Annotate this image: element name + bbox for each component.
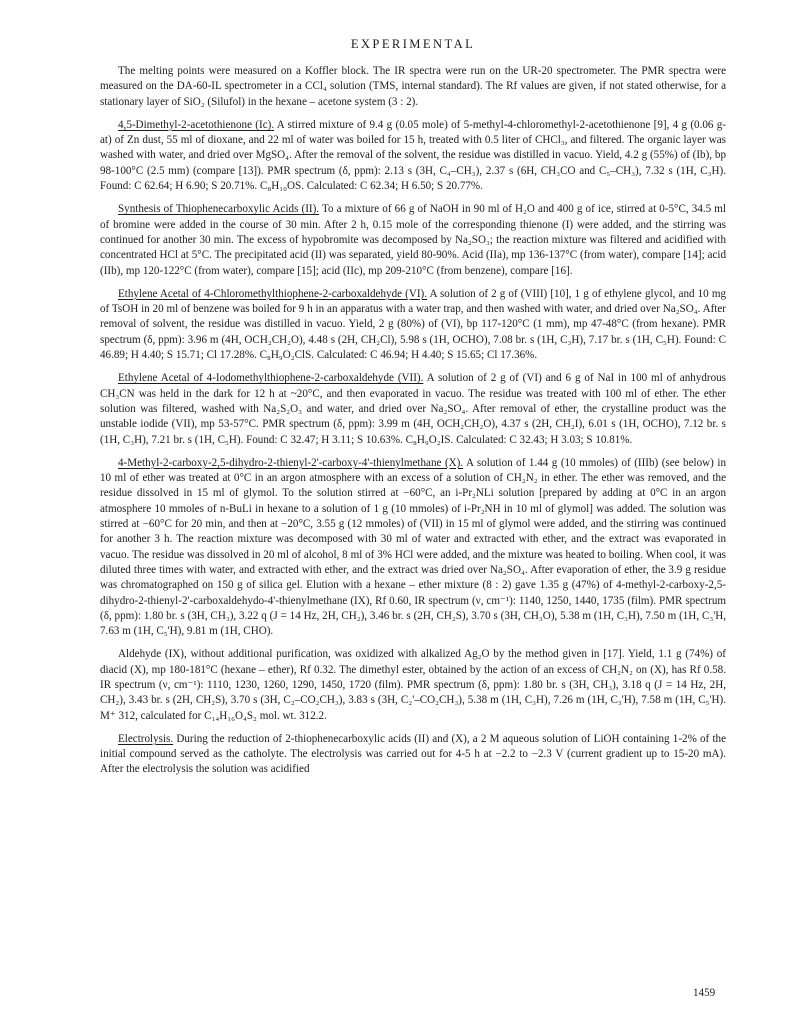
- paragraph-text: A solution of 2 g of (VIII) [10], 1 g of ethylene glycol, and 10 mg of TsOH in 20 ml of benzene was boiled for 9 h in an apparatus with a water trap, and then washed with water, and dried over Na₂SO₄. After removal of solvent, the residue was distilled in vacuo. Yield, 2 g (80%) of (VI), bp 117-120°C (1 mm), mp 47-48°C (from hexane). PMR spectrum (δ, ppm): 3.96 m (4H, OCH₂CH₂O), 4.48 s (2H, CH₂Cl), 5.98 s (1H, OCHO), 7.08 br. s (1H, C₃H), 7.17 br. s (1H, C₅H). Found: C 46.89; H 4.40; S 15.71; Cl 17.28%. C₈H₉O₂ClS. Calculated: C 46.94; H 4.40; S 15.65; Cl 17.36%.: [100, 287, 726, 362]
- paragraph-thiophenecarboxylic-acids: [100, 202, 726, 278]
- section-heading: EXPERIMENTAL: [350, 37, 476, 51]
- paragraph-text: A solution of 1.44 g (10 mmoles) of (IIIb) (see below) in 10 ml of ether was treated at 0°C in an argon atmosphere with an excess of a solution of CH₂N₂ in ether. The ether was removed, and the residue dissolved in 15 ml of glymol. To the solution stirred at −60°C, an i-Pr₂NLi solution [prepared by adding at 0°C in an argon atmosphere 10 mmoles of n-BuLi in hexane to a solution of 1 g (10 mmoles) of i-Pr₂NH in 10 ml of glymol] was added. The solution was stirred at −60°C for 20 min, and then at −20°C, 3.55 g (12 mmoles) of (VII) in 15 ml of glymol were added, and the stirring was continued for another 3 h. The reaction mixture was decomposed with 30 ml of water and extracted with ether, and the extract was evaporated in vacuo. The residue was dissolved in 20 ml of alcohol, 8 ml of 3% HCl were added, and the mixture was heated to boiling. When cool, it was diluted three times with water, and extracted with ether, and the extract was dried over Na₂SO₄. After evaporation of ether, the 3.9 g residue was chromatographed on 150 g of silica gel. Elution with a hexane – ether mixture (8 : 2) gave 1.35 g (47%) of 4-methyl-2-carboxy-2,5-dihydro-2-thienyl-2'-carboxaldehydo-4'-thienylmethane (IX), Rf 0.60, IR spectrum (ν, cm⁻¹): 1140, 1250, 1440, 1735 (film). PMR spectrum (δ, ppm): 1.80 br. s (3H, CH₃), 3.22 q (J = 14 Hz, 2H, CH₂), 3.46 br. s (2H, CH₂S), 3.70 s (3H, CH₃O), 5.38 m (1H, C₃H), 7.50 m (1H, C₃'H, 7.63 m (1H, C₅'H), 9.81 m (1H, CHO).: [100, 456, 726, 638]
- paragraph-text: Aldehyde (IX), without additional purification, was oxidized with alkalized Ag₂O by the method given in [17]. Yield, 1.1 g (74%) of diacid (X), mp 180-181°C (hexane – ether), Rf 0.32. The dimethyl ester, obtained by the action of an excess of CH₂N₂ on (X), has Rf 0.58. IR spectrum (ν, cm⁻¹): 1110, 1230, 1260, 1290, 1450, 1720 (film). PMR spectrum (δ, ppm): 1.80 br. s (3H, CH₃), 3.18 q (J = 14 Hz, 2H, CH₂), 3.43 br. s (2H, CH₂S), 3.70 s (3H, C₂–CO₂CH₃), 3.83 s (3H, C₂'–CO₂CH₃), 5.38 m (1H, C₃H), 7.26 m (1H, C₃'H), 7.58 m (1H, C₅'H). M⁺ 312, calculated for C₁₄H₁₆O₄S₂ mol. wt. 312.2.: [100, 648, 726, 722]
- paragraph-title: Ethylene Acetal of 4-Chloromethylthiophene-2-carboxaldehyde (VI).: [118, 287, 428, 300]
- paragraph-title: Synthesis of Thiophenecarboxylic Acids (II).: [118, 203, 320, 216]
- paragraph-text: To a mixture of 66 g of NaOH in 90 ml of H₂O and 400 g of ice, stirred at 0-5°C, 34.5 ml of bromine were added in the course of 30 min. After 2 h, 0.15 mole of the corresponding thienone (I) were added, and the stirring was continued for another 30 min. The excess of hypobromite was decomposed by Na₂SO₃; the reaction mixture was filtered and acidified with concentrated HCl at 5°C. The precipitated acid (II) was separated, yield 80-90%. Acid (IIa), mp 136-137°C (from water), compare [14]; acid (IIb), mp 120-122°C (from water), compare [15]; acid (IIc), mp 209-210°C (from benzene), compare [16].: [100, 203, 727, 277]
- paragraph-chloromethyl-acetal: [100, 287, 726, 363]
- paragraph-title: Electrolysis.: [118, 732, 174, 745]
- paragraph-title: Ethylene Acetal of 4-Iodomethylthiophene-2-carboxaldehyde (VII).: [118, 372, 424, 385]
- page-body: [100, 37, 726, 786]
- paragraph-title: 4-Methyl-2-carboxy-2,5-dihydro-2-thienyl-2'-carboxy-4'-thienylmethane (X).: [118, 456, 464, 469]
- paragraph-text: A solution of 2 g of (VI) and 6 g of NaI in 100 ml of anhydrous CH₃CN was held in the dark for 12 h at ~20°C, and then evaporated in vacuo. The residue was treated with 100 ml of ether. The ether solution was filtered, washed with Na₂S₂O₃ and water, and dried over Na₂SO₄. After removal of ether, the crystalline product was the unstable iodide (VII), mp 53-57°C. PMR spectrum (δ, ppm): 3.99 m (4H, OCH₂CH₂O), 4.37 s (2H, CH₂I), 6.01 s (1H, OCHO), 7.12 br. s (1H, C₃H), 7.21 br. s (1H, C₅H). Found: C 32.47; H 3.11; S 10.63%. C₈H₉O₂IS. Calculated: C 32.43; H 3.03; S 10.81%.: [100, 372, 726, 446]
- paragraph-electrolysis: [100, 732, 726, 778]
- paragraph-dimethylacetothienone: [100, 118, 726, 194]
- paragraph-text: A stirred mixture of 9.4 g (0.05 mole) of 5-methyl-4-chloromethyl-2-acetothienone [9], 4 g (0.06 g-at) of Zn dust, 55 ml of dioxane, and 22 ml of water was boiled for 15 h, treated with 0.5 liter of CHCl₃, and filtered. The organic layer was washed with water, and dried over MgSO₄. After the removal of the solvent, the residue was distilled in vacuo. Yield, 4.2 g (55%) of (Ib), bp 98-100°C (2.5 mm) (compare [13]). PMR spectrum (δ, ppm): 2.13 s (3H, C₄–CH₃), 2.37 s (6H, CH₃CO and C₅–CH₃), 7.32 s (1H, C₃H). Found: C 62.64; H 6.90; S 20.71%. C₈H₁₀OS. Calculated: C 62.34; H 6.50; S 20.77%.: [100, 118, 726, 193]
- paragraph-iodomethyl-acetal: [100, 371, 726, 447]
- paragraph-general: [100, 64, 726, 110]
- paragraph-title: 4,5-Dimethyl-2-acetothienone (Ic).: [118, 118, 275, 131]
- paragraph-aldehyde-oxidation: [100, 647, 726, 723]
- page-number: 1459: [693, 987, 716, 999]
- paragraph-thienylmethane: [100, 456, 726, 640]
- paragraph-text: The melting points were measured on a Koffler block. The IR spectra were run on the UR-20 spectrometer. The PMR spectra were measured on the DA-60-IL spectrometer in a CCl₄ solution (TMS, internal standard). The Rf values are given, if not stated otherwise, for a stationary layer of SiO₂ (Silufol) in the hexane – acetone system (3 : 2).: [100, 65, 726, 108]
- paragraph-text: During the reduction of 2-thiophenecarboxylic acids (II) and (X), a 2 M aqueous solution of LiOH containing 1-2% of the initial compound served as the catholyte. The electrolysis was carried out for 4-5 h at −2.2 to −2.3 V (current gradient up to 15-20 mA). After the electrolysis the solution was acidified: [100, 732, 726, 776]
